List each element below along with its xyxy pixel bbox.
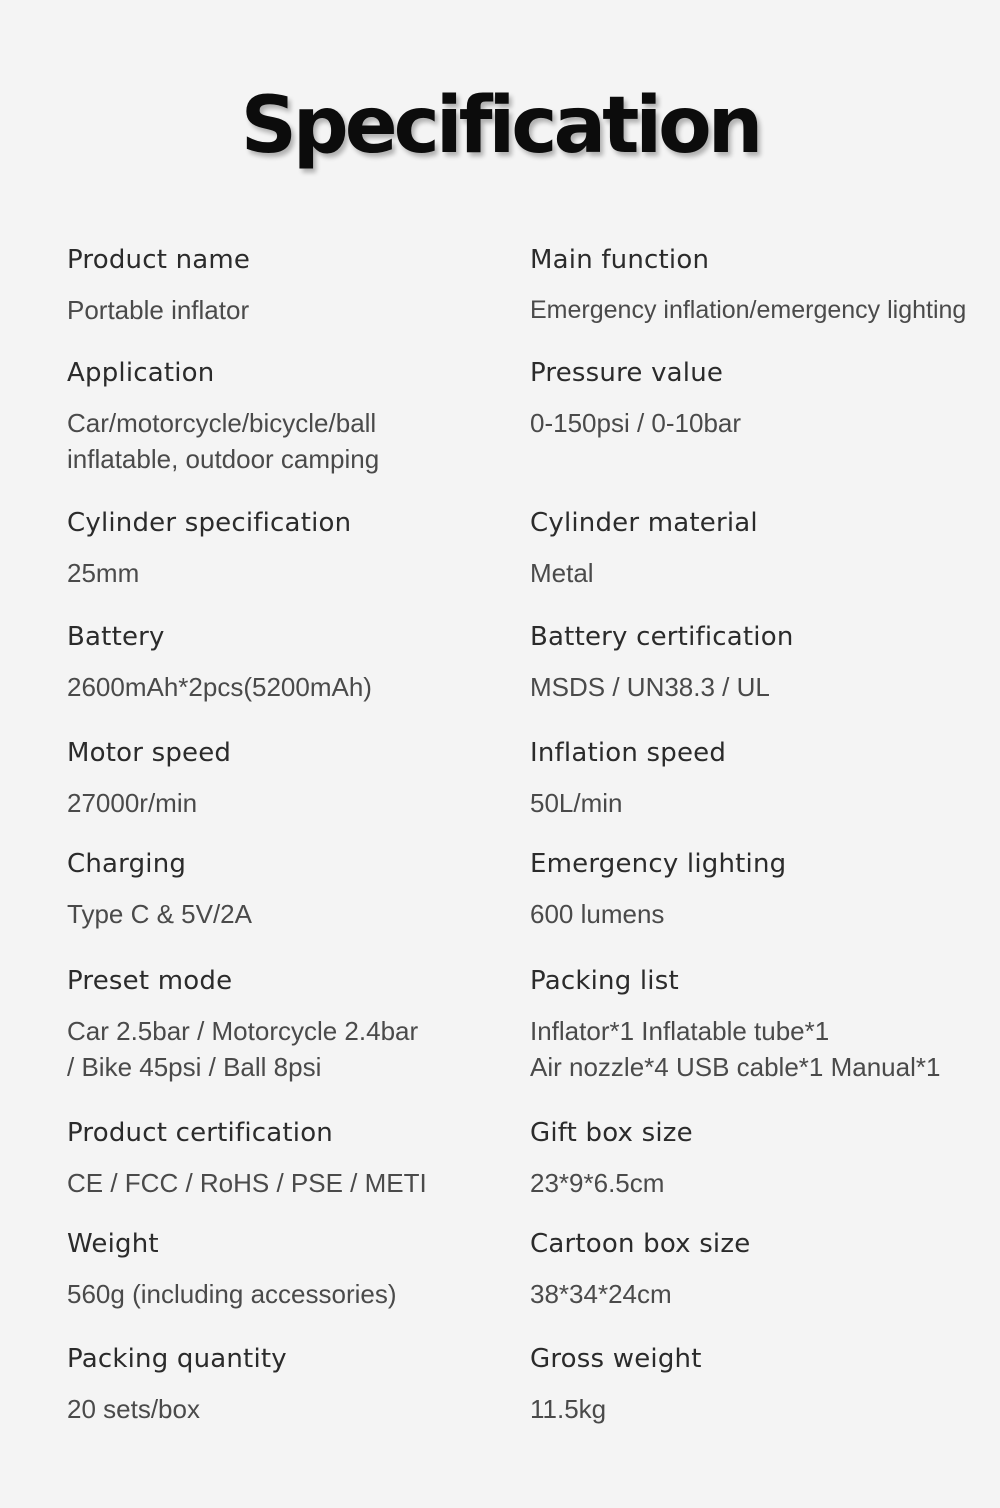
spec-label: Charging (67, 849, 187, 879)
spec-cylinder-specification (67, 506, 527, 591)
spec-product-name (67, 243, 527, 328)
spec-label: Battery certification (530, 622, 794, 652)
spec-gift-box-size (530, 1116, 1000, 1201)
spec-motor-speed (67, 736, 527, 821)
spec-label: Packing quantity (67, 1344, 287, 1374)
spec-emergency-lighting (530, 847, 1000, 932)
spec-inflation-speed (530, 736, 1000, 821)
spec-label: Inflation speed (530, 738, 727, 768)
spec-weight (67, 1227, 527, 1312)
spec-label: Battery (67, 622, 165, 652)
spec-label: Weight (67, 1229, 159, 1259)
spec-product-certification (67, 1116, 527, 1201)
spec-value: Type C & 5V/2A (67, 899, 252, 929)
spec-label: Product name (67, 245, 251, 275)
spec-value: 560g (including accessories) (67, 1279, 397, 1309)
spec-packing-quantity (67, 1342, 527, 1427)
spec-value: 0-150psi / 0-10bar (530, 408, 742, 438)
spec-preset-mode (67, 964, 527, 1085)
spec-value: Car/motorcycle/bicycle/ball inflatable, outdoor camping (67, 408, 380, 474)
spec-label: Application (67, 358, 215, 388)
spec-label: Preset mode (67, 966, 233, 996)
spec-label: Pressure value (530, 358, 724, 388)
spec-value: 600 lumens (530, 899, 665, 929)
spec-label: Gift box size (530, 1118, 693, 1148)
spec-label: Gross weight (530, 1344, 702, 1374)
spec-value: 50L/min (530, 788, 623, 818)
spec-value: Inflator*1 Inflatable tube*1 Air nozzle*4 USB cable*1 Manual*1 (530, 1016, 941, 1082)
spec-charging (67, 847, 527, 932)
spec-label: Cylinder material (530, 508, 758, 538)
spec-value: 38*34*24cm (530, 1279, 672, 1309)
spec-value: 11.5kg (530, 1394, 607, 1424)
spec-main-function (530, 243, 1000, 328)
spec-pressure-value (530, 356, 1000, 441)
spec-label: Main function (530, 245, 710, 275)
spec-label: Product certification (67, 1118, 333, 1148)
spec-battery (67, 620, 527, 705)
spec-value: CE / FCC / RoHS / PSE / METI (67, 1168, 427, 1198)
spec-application (67, 356, 527, 477)
spec-value: Car 2.5bar / Motorcycle 2.4bar / Bike 45psi / Ball 8psi (67, 1016, 419, 1082)
spec-value: 2600mAh*2pcs(5200mAh) (67, 672, 372, 702)
spec-cartoon-box-size (530, 1227, 1000, 1312)
spec-label: Motor speed (67, 738, 232, 768)
spec-battery-certification (530, 620, 1000, 705)
spec-cylinder-material (530, 506, 1000, 591)
spec-label: Cylinder specification (67, 508, 352, 538)
spec-value: Metal (530, 558, 594, 588)
spec-label: Cartoon box size (530, 1229, 751, 1259)
spec-value: 23*9*6.5cm (530, 1168, 665, 1198)
spec-label: Emergency lighting (530, 849, 787, 879)
spec-gross-weight (530, 1342, 1000, 1427)
spec-label: Packing list (530, 966, 679, 996)
spec-value: Emergency inflation/emergency lighting (530, 296, 967, 324)
spec-value: Portable inflator (67, 295, 250, 325)
spec-value: MSDS / UN38.3 / UL (530, 672, 770, 702)
spec-value: 27000r/min (67, 788, 198, 818)
spec-packing-list (530, 964, 1000, 1085)
spec-value: 20 sets/box (67, 1394, 200, 1424)
page-title: Specification (240, 81, 760, 171)
spec-value: 25mm (67, 558, 140, 588)
